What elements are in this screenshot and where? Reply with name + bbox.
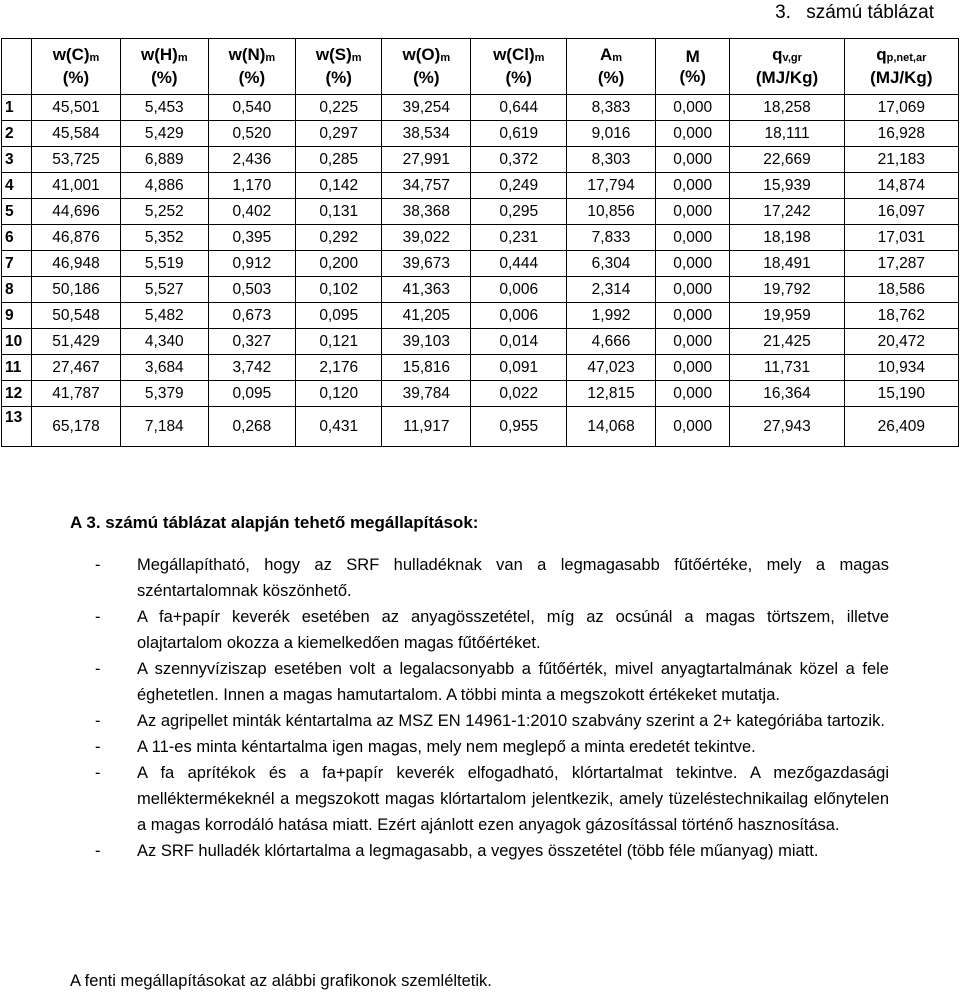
table-cell: 10,934 [844,355,958,381]
table-cell: 27,467 [32,355,121,381]
table-row [2,121,959,147]
table-cell: 0,402 [208,199,296,225]
table-cell: 0,095 [296,303,382,329]
note-item: - Megállapítható, hogy az SRF hulladéknak van a legmagasabb fűtőértéke, mely a magas széntartalomnak köszönhető. [95,552,889,604]
table-cell: 0,000 [656,173,730,199]
column-header-unit: (MJ/Kg) [870,68,933,87]
table-row [2,199,959,225]
row-index-cell: 6 [2,225,32,251]
column-header-symbol: w(Cl) [493,45,535,64]
column-header-unit: (%) [238,68,266,87]
column-header-symbol: w(N) [228,45,266,64]
table-cell: 5,527 [120,277,208,303]
row-index-cell: 12 [2,381,32,407]
note-item: - A fa aprítékok és a fa+papír keverék elfogadható, klórtartalmat tekintve. A mezőgazdasági melléktermékeknél a megszokott magas klórtartalom jelentkezik, amely tüzeléstechnikailag előnytelen a magas korrodáló hatása miatt. Ezért ajánlott ezen anyagok gázosítással történő hasznosítása. [95,760,889,838]
table-row [2,147,959,173]
column-header-unit: (%) [597,68,625,87]
table-cell: 45,501 [32,95,121,121]
table-cell: 0,295 [471,199,567,225]
column-header [382,39,471,95]
table-cell: 14,068 [567,407,656,447]
table-cell: 0,444 [471,251,567,277]
footer-text: A fenti megállapításokat az alábbi grafikonok szemléltetik. [70,972,492,990]
table-cell: 65,178 [32,407,121,447]
table-cell: 21,183 [844,147,958,173]
table-cell: 51,429 [32,329,121,355]
table-cell: 18,198 [730,225,844,251]
table-caption [775,2,934,24]
table-cell: 0,540 [208,95,296,121]
table-cell: 12,815 [567,381,656,407]
table-cell: 46,876 [32,225,121,251]
table-cell: 14,874 [844,173,958,199]
data-table [1,38,959,447]
table-cell: 19,792 [730,277,844,303]
table-cell: 5,519 [120,251,208,277]
table-cell: 0,102 [296,277,382,303]
table-cell: 41,205 [382,303,471,329]
column-header-subscript: m [89,52,100,64]
table-cell: 0,006 [471,277,567,303]
table-cell: 17,069 [844,95,958,121]
table-cell: 26,409 [844,407,958,447]
row-index-cell: 5 [2,199,32,225]
table-cell: 0,000 [656,381,730,407]
table-cell: 4,340 [120,329,208,355]
table-row [2,173,959,199]
column-header [471,39,567,95]
table-cell: 11,917 [382,407,471,447]
table-cell: 1,170 [208,173,296,199]
table-cell: 19,959 [730,303,844,329]
table-cell: 0,000 [656,199,730,225]
table-cell: 6,304 [567,251,656,277]
table-row [2,355,959,381]
table-cell: 16,928 [844,121,958,147]
table-cell: 0,000 [656,329,730,355]
table-cell: 39,673 [382,251,471,277]
table-row [2,251,959,277]
table-cell: 41,787 [32,381,121,407]
table-cell: 0,619 [471,121,567,147]
table-cell: 0,249 [471,173,567,199]
table-cell: 1,992 [567,303,656,329]
table-cell: 5,453 [120,95,208,121]
table-cell: 9,016 [567,121,656,147]
table-cell: 3,742 [208,355,296,381]
table-cell: 17,287 [844,251,958,277]
table-cell: 18,762 [844,303,958,329]
notes-title: A 3. számú táblázat alapján tehető megállapítások: [70,513,479,532]
table-cell: 11,731 [730,355,844,381]
table-cell: 5,429 [120,121,208,147]
table-cell: 22,669 [730,147,844,173]
column-header-symbol: q [876,45,887,64]
column-header [32,39,121,95]
table-cell: 0,431 [296,407,382,447]
table-cell: 45,584 [32,121,121,147]
table-cell: 0,095 [208,381,296,407]
table-cell: 0,121 [296,329,382,355]
column-header-subscript: m [440,52,451,64]
table-cell: 0,000 [656,251,730,277]
table-cell: 0,644 [471,95,567,121]
table-cell: 0,120 [296,381,382,407]
table-cell: 15,939 [730,173,844,199]
table-cell: 8,303 [567,147,656,173]
column-header [656,39,730,95]
table-cell: 53,725 [32,147,121,173]
table-cell: 16,364 [730,381,844,407]
table-cell: 39,022 [382,225,471,251]
notes-list [95,552,889,864]
column-header-subscript: m [177,52,188,64]
table-cell: 0,297 [296,121,382,147]
table-row [2,225,959,251]
column-header-symbol: M [685,46,700,66]
table-cell: 44,696 [32,199,121,225]
caption-number: 3. [775,2,791,23]
table-cell: 0,006 [471,303,567,329]
table-cell: 17,242 [730,199,844,225]
table-cell: 18,258 [730,95,844,121]
column-header-symbol: w(O) [402,45,441,64]
table-cell: 2,176 [296,355,382,381]
table-cell: 34,757 [382,173,471,199]
column-header-symbol: w(H) [140,45,178,64]
table-cell: 0,000 [656,95,730,121]
table-row [2,381,959,407]
row-index-cell: 10 [2,329,32,355]
table-cell: 0,912 [208,251,296,277]
column-header-unit: (%) [325,68,352,87]
table-cell: 5,379 [120,381,208,407]
table-cell: 47,023 [567,355,656,381]
column-header [208,39,296,95]
table-cell: 6,889 [120,147,208,173]
table-row [2,407,959,447]
table-cell: 38,534 [382,121,471,147]
table-cell: 17,794 [567,173,656,199]
table-cell: 17,031 [844,225,958,251]
header-row [2,39,959,95]
column-header-unit: (MJ/Kg) [755,68,819,87]
table-cell: 46,948 [32,251,121,277]
table-cell: 39,784 [382,381,471,407]
table-cell: 0,000 [656,277,730,303]
table-cell: 0,520 [208,121,296,147]
table-cell: 18,491 [730,251,844,277]
table-cell: 0,200 [296,251,382,277]
table-cell: 5,352 [120,225,208,251]
column-header-subscript: p,net,ar [886,52,927,64]
table-cell: 3,684 [120,355,208,381]
table-cell: 8,383 [567,95,656,121]
table-cell: 5,482 [120,303,208,329]
table-cell: 20,472 [844,329,958,355]
row-index-cell: 3 [2,147,32,173]
table-cell: 41,363 [382,277,471,303]
row-index-cell: 13 [2,407,32,447]
table-cell: 0,285 [296,147,382,173]
table-cell: 0,000 [656,303,730,329]
table-cell: 21,425 [730,329,844,355]
table-row [2,277,959,303]
table-cell: 0,131 [296,199,382,225]
row-index-cell: 1 [2,95,32,121]
table-cell: 0,022 [471,381,567,407]
column-header-subscript: m [265,52,276,64]
table-cell: 0,503 [208,277,296,303]
table-cell: 0,372 [471,147,567,173]
column-header [567,39,656,95]
row-index-cell: 7 [2,251,32,277]
column-header-symbol: w(C) [52,45,90,64]
table-header [2,39,959,95]
table-cell: 0,142 [296,173,382,199]
column-header-symbol: A [600,45,613,64]
table-row [2,95,959,121]
header-corner-cell [2,39,32,95]
column-header [730,39,844,95]
table-cell: 27,991 [382,147,471,173]
table-cell: 41,001 [32,173,121,199]
table-cell: 15,816 [382,355,471,381]
table-cell: 0,231 [471,225,567,251]
note-item: - Az agripellet minták kéntartalma az MSZ EN 14961-1:2010 szabvány szerint a 2+ kategóriába tartozik. [95,708,889,734]
table-cell: 18,586 [844,277,958,303]
table-body [2,95,959,447]
table-cell: 16,097 [844,199,958,225]
column-header-subscript: m [534,52,545,64]
table-cell: 0,014 [471,329,567,355]
table-cell: 18,111 [730,121,844,147]
table-cell: 0,000 [656,225,730,251]
row-index-cell: 11 [2,355,32,381]
table-cell: 0,000 [656,407,730,447]
row-index-cell: 2 [2,121,32,147]
table-cell: 39,103 [382,329,471,355]
table-cell: 7,184 [120,407,208,447]
column-header-subscript: m [612,52,623,64]
table-cell: 5,252 [120,199,208,225]
column-header-symbol: q [772,45,783,64]
column-header-symbol: w(S) [315,45,352,64]
note-item: - A szennyvíziszap esetében volt a legalacsonyabb a fűtőérték, mivel anyagtartalmának közel a fele éghetetlen. Innen a magas hamutartalom. A többi minta a megszokott értékeket mutatja. [95,656,889,708]
table-row [2,303,959,329]
table-cell: 0,268 [208,407,296,447]
table-cell: 0,091 [471,355,567,381]
column-header-unit: (%) [679,66,706,86]
column-header [296,39,382,95]
note-item: - A 11-es minta kéntartalma igen magas, mely nem meglepő a minta eredetét tekintve. [95,734,889,760]
table-cell: 0,000 [656,121,730,147]
column-header [844,39,958,95]
table-cell: 15,190 [844,381,958,407]
table-cell: 0,225 [296,95,382,121]
column-header [120,39,208,95]
table-cell: 10,856 [567,199,656,225]
table-cell: 0,395 [208,225,296,251]
caption-text: számú táblázat [806,2,934,23]
column-header-unit: (%) [505,68,532,87]
column-header-subscript: v,gr [782,52,802,64]
column-header-unit: (%) [151,68,178,87]
table-cell: 38,368 [382,199,471,225]
table-cell: 0,292 [296,225,382,251]
column-header-unit: (%) [62,68,90,87]
table-cell: 39,254 [382,95,471,121]
table-cell: 4,666 [567,329,656,355]
note-item: - A fa+papír keverék esetében az anyagösszetétel, míg az ocsúnál a magas törtszem, illetve olajtartalom okozza a kiemelkedően magas fűtőértéket. [95,604,889,656]
table-cell: 0,327 [208,329,296,355]
table-cell: 0,955 [471,407,567,447]
row-index-cell: 8 [2,277,32,303]
column-header-unit: (%) [413,68,440,87]
table-cell: 50,548 [32,303,121,329]
row-index-cell: 4 [2,173,32,199]
row-index-cell: 9 [2,303,32,329]
column-header-subscript: m [351,52,362,64]
table-cell: 27,943 [730,407,844,447]
note-item: - Az SRF hulladék klórtartalma a legmagasabb, a vegyes összetétel (több féle műanyag) miatt. [95,838,889,864]
table-cell: 7,833 [567,225,656,251]
table-cell: 0,673 [208,303,296,329]
table-cell: 50,186 [32,277,121,303]
table-row [2,329,959,355]
table-cell: 2,436 [208,147,296,173]
table-cell: 4,886 [120,173,208,199]
table-cell: 0,000 [656,147,730,173]
table-cell: 0,000 [656,355,730,381]
table-cell: 2,314 [567,277,656,303]
